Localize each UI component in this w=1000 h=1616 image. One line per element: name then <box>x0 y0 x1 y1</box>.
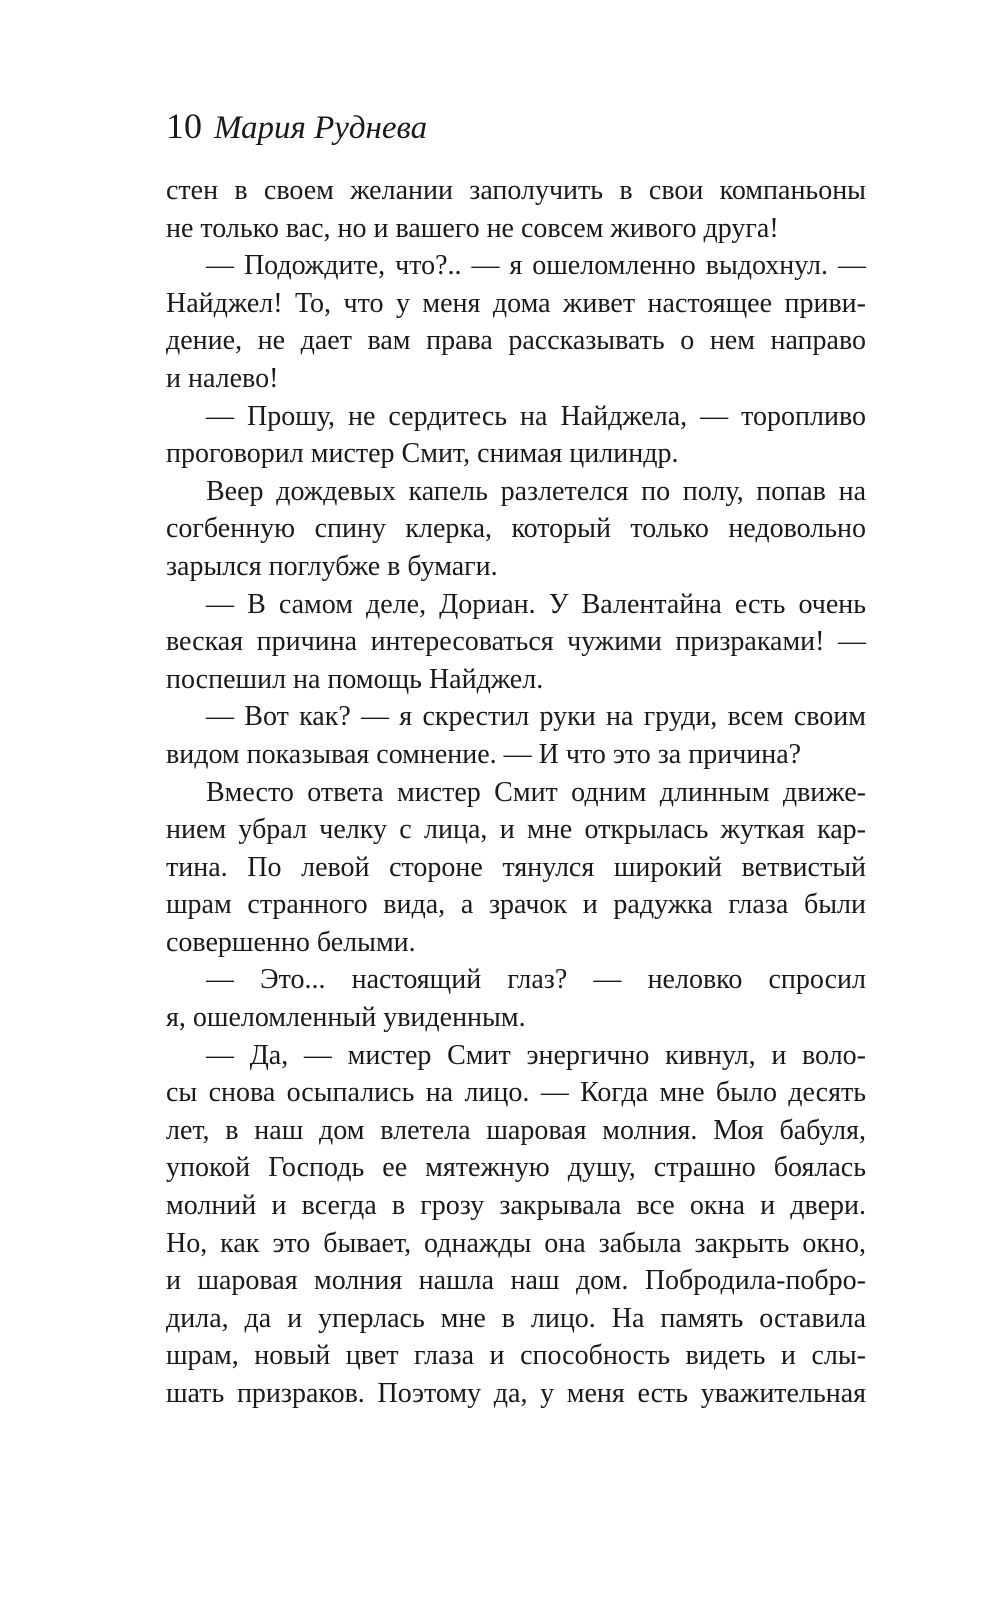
text-line: — Подождите, что?.. — я ошеломленно выдохнул. — <box>206 250 866 282</box>
text-line: и налево! <box>166 362 279 394</box>
running-head <box>166 106 427 148</box>
text-line: сы снова осыпались на лицо. — Когда мне было десять <box>166 1077 866 1109</box>
text-line: шрам странного вида, а зрачок и радужка глаза были <box>166 889 866 921</box>
text-line: нием убрал челку с лица, и мне открылась жуткая кар- <box>166 814 866 846</box>
text-line: Найджел! То, что у меня дома живет настоящее приви- <box>166 287 866 319</box>
text-line: согбенную спину клерка, который только недовольно <box>166 513 866 545</box>
text-line: упокой Господь ее мятежную душу, страшно боялась <box>166 1152 866 1184</box>
text-line: совершенно белыми. <box>166 926 416 958</box>
text-line: не только вас, но и вашего не совсем живого друга! <box>166 212 779 244</box>
text-line: Но, как это бывает, однажды она забыла закрыть окно, <box>166 1227 866 1259</box>
running-head-author: Мария Руднева <box>214 110 428 146</box>
text-line: Вместо ответа мистер Смит одним длинным движе- <box>206 776 866 808</box>
text-line: и шаровая молния нашла наш дом. Побродила-побро- <box>166 1265 866 1297</box>
text-line: проговорил мистер Смит, снимая цилиндр. <box>166 438 679 470</box>
text-line: дение, не дает вам права рассказывать о нем направо <box>166 325 866 357</box>
text-line: Веер дождевых капель разлетелся по полу, попав на <box>206 475 866 507</box>
text-line: зарылся поглубже в бумаги. <box>166 550 498 582</box>
text-line: дила, да и уперлась мне в лицо. На память оставила <box>166 1302 866 1334</box>
text-line: шать призраков. Поэтому да, у меня есть уважительная <box>166 1378 866 1409</box>
text-line: видом показывая сомнение. — И что это за причина? <box>166 738 802 770</box>
text-line: я, ошеломленный увиденным. <box>166 1002 526 1034</box>
text-line: — Да, — мистер Смит энергично кивнул, и воло- <box>206 1039 866 1071</box>
text-line: — Вот как? — я скрестил руки на груди, всем своим <box>206 701 866 733</box>
page-number: 10 <box>166 106 202 146</box>
body-text <box>166 172 866 1413</box>
text-line: шрам, новый цвет глаза и способность видеть и слы- <box>166 1340 866 1372</box>
text-line: лет, в наш дом влетела шаровая молния. Моя бабуля, <box>166 1114 866 1146</box>
text-line: молний и всегда в грозу закрывала все окна и двери. <box>166 1190 866 1222</box>
text-line: — Это... настоящий глаз? — неловко спросил <box>206 964 866 996</box>
text-line: поспешил на помощь Найджел. <box>166 663 544 695</box>
text-line: — Прошу, не сердитесь на Найджела, — торопливо <box>206 400 866 432</box>
text-line: тина. По левой стороне тянулся широкий ветвистый <box>166 851 866 883</box>
text-line: стен в своем желании заполучить в свои компаньоны <box>166 175 866 206</box>
text-line: веская причина интересоваться чужими призраками! — <box>166 626 866 658</box>
text-line: — В самом деле, Дориан. У Валентайна есть очень <box>206 588 866 620</box>
